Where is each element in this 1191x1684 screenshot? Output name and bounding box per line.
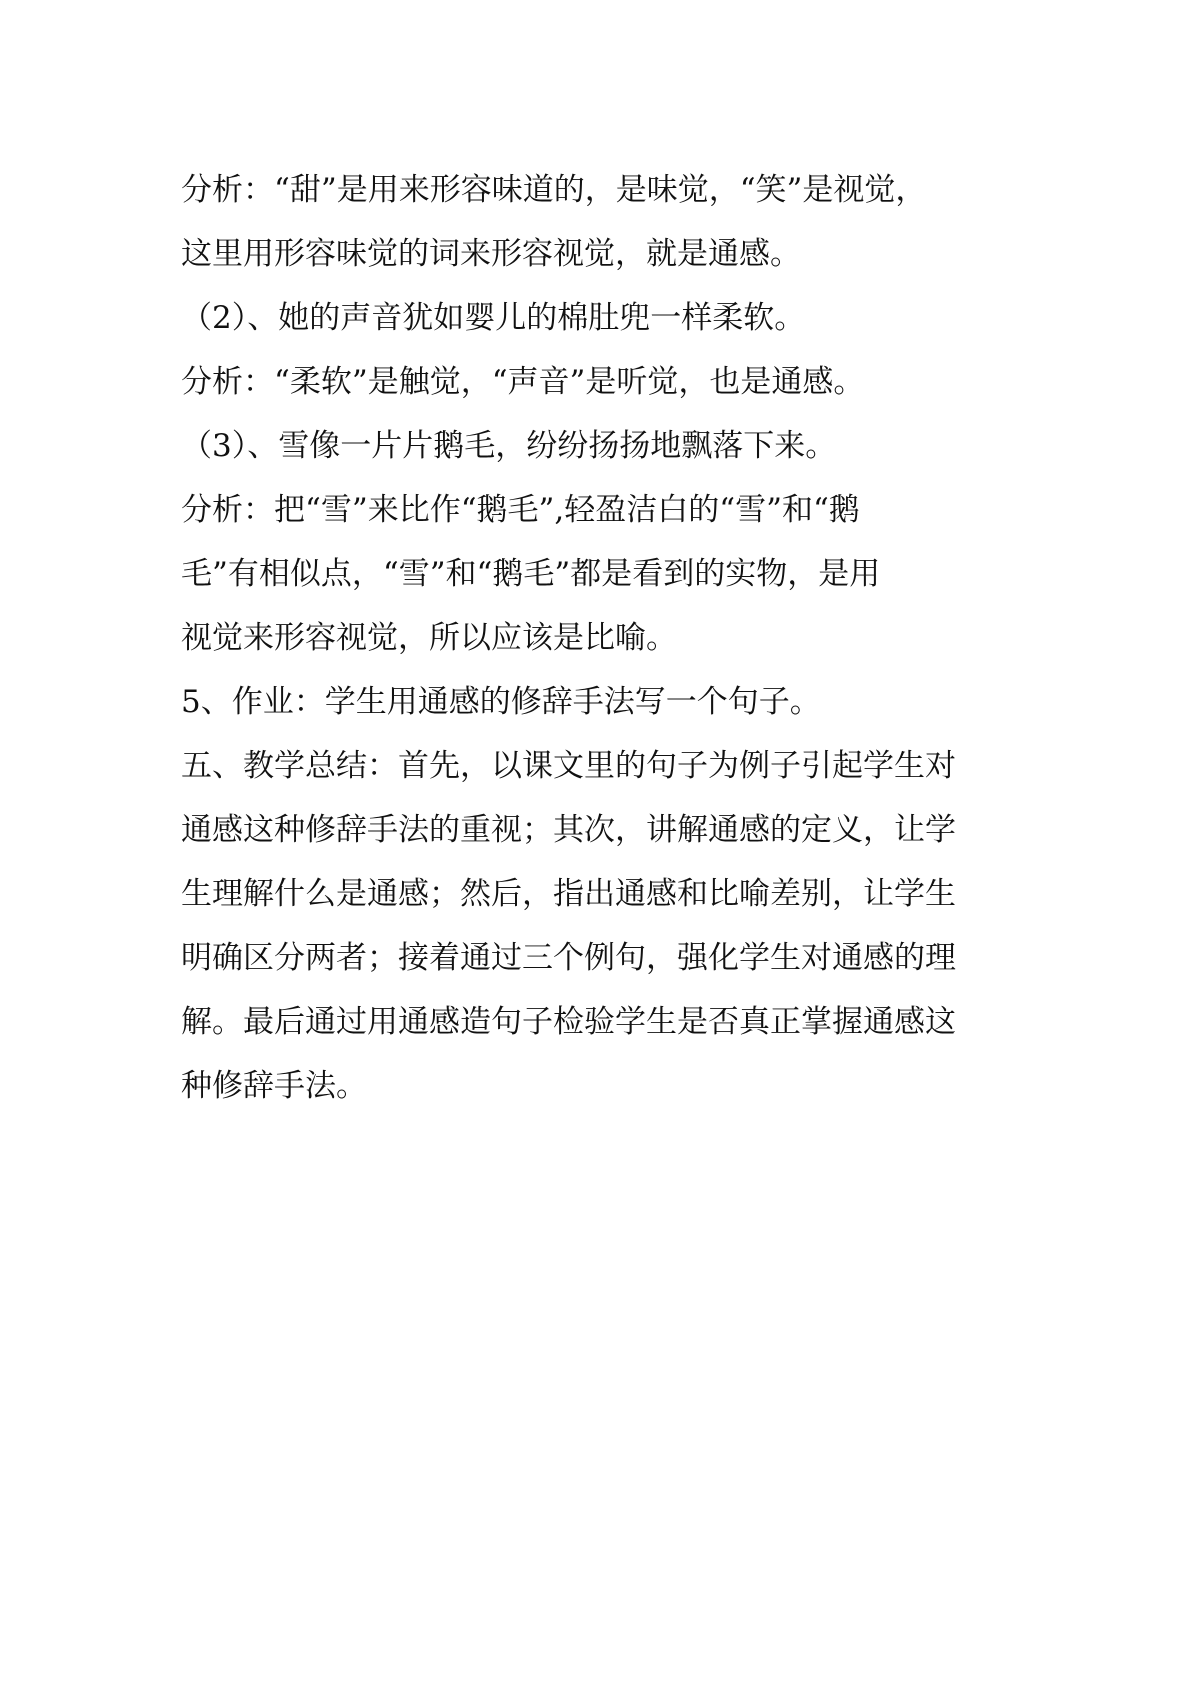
- analysis-3-line-2: 毛”有相似点，“雪”和“鹅毛”都是看到的实物，是用: [181, 556, 881, 592]
- summary-line-6: 种修辞手法。: [181, 1068, 367, 1104]
- summary-line-5: 解。最后通过用通感造句子检验学生是否真正掌握通感这: [181, 1004, 956, 1040]
- summary-line-4: 明确区分两者；接着通过三个例句，强化学生对通感的理: [181, 940, 956, 976]
- analysis-3-line-1: 分析：把“雪”来比作“鹅毛”,轻盈洁白的“雪”和“鹅: [181, 492, 860, 528]
- analysis-1-line-2: 这里用形容味觉的词来形容视觉，就是通感。: [181, 236, 801, 272]
- document-body: [181, 158, 1011, 1118]
- analysis-2: 分析：“柔软”是触觉，“声音”是听觉，也是通感。: [181, 364, 865, 400]
- analysis-1-line-1: 分析：“甜”是用来形容味道的，是味觉，“笑”是视觉，: [181, 172, 927, 208]
- homework: 5、作业：学生用通感的修辞手法写一个句子。: [181, 684, 821, 720]
- example-3: （3）、雪像一片片鹅毛，纷纷扬扬地飘落下来。: [181, 428, 837, 464]
- example-2: （2）、她的声音犹如婴儿的棉肚兜一样柔软。: [181, 300, 806, 336]
- summary-line-2: 通感这种修辞手法的重视；其次，讲解通感的定义，让学: [181, 812, 956, 848]
- summary-line-1: 五、教学总结：首先，以课文里的句子为例子引起学生对: [181, 748, 956, 784]
- summary-line-3: 生理解什么是通感；然后，指出通感和比喻差别，让学生: [181, 876, 956, 912]
- analysis-3-line-3: 视觉来形容视觉，所以应该是比喻。: [181, 620, 677, 656]
